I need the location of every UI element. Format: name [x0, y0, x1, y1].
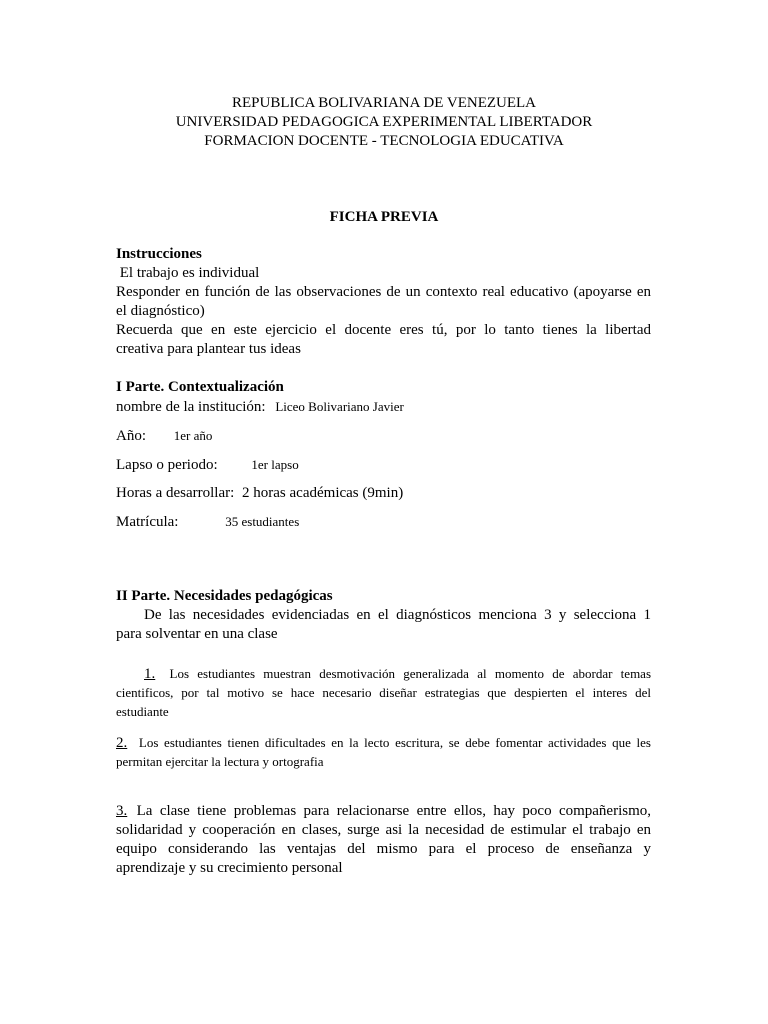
- need-item-1: [116, 664, 651, 684]
- field-label: Horas a desarrollar:: [116, 485, 235, 501]
- need-text-line: equipo considerando las ventajas del mismo para el proceso de enseñanza y: [116, 841, 651, 857]
- document-title: FICHA PREVIA: [329, 209, 439, 225]
- need-text-line: permitan ejercitar la lectura y ortografia: [116, 754, 324, 769]
- instruction-line: Responder en función de las observaciones de un contexto real educativo (apoyarse en: [116, 284, 651, 300]
- field-value: 2 horas académicas (9min): [242, 485, 404, 501]
- part2-heading: II Parte. Necesidades pedagógicas: [116, 588, 333, 604]
- field-hours: [116, 484, 651, 503]
- field-period: [116, 455, 651, 475]
- field-institution: [116, 397, 651, 417]
- field-value: Liceo Bolivariano Javier: [275, 399, 404, 414]
- instruction-line: creativa para plantear tus ideas: [116, 341, 301, 357]
- field-label: Matrícula:: [116, 514, 179, 530]
- part1-heading: I Parte. Contextualización: [116, 379, 284, 395]
- need-text-line: aprendizaje y su crecimiento personal: [116, 860, 343, 876]
- header-university: UNIVERSIDAD PEDAGOGICA EXPERIMENTAL LIBERTADOR: [175, 114, 593, 130]
- header-program: FORMACION DOCENTE - TECNOLOGIA EDUCATIVA: [204, 133, 564, 149]
- field-value: 1er año: [173, 428, 213, 443]
- need-number: 2.: [116, 735, 128, 751]
- instruction-line: el diagnóstico): [116, 303, 205, 319]
- field-value: 35 estudiantes: [225, 514, 300, 529]
- field-label: nombre de la institución:: [116, 399, 266, 415]
- field-enrollment: [116, 512, 651, 532]
- field-value: 1er lapso: [251, 457, 299, 472]
- need-text: Los estudiantes muestran desmotivación generalizada al momento de abordar temas: [169, 666, 652, 681]
- instruction-line: El trabajo es individual: [116, 265, 260, 281]
- header-country: REPUBLICA BOLIVARIANA DE VENEZUELA: [231, 95, 537, 111]
- need-number: 3.: [116, 803, 128, 819]
- need-text: La clase tiene problemas para relacionarse entre ellos, hay poco compañerismo,: [136, 803, 651, 819]
- need-item-2: [116, 733, 651, 753]
- instructions-heading: Instrucciones: [116, 246, 202, 262]
- field-year: [116, 426, 651, 446]
- field-label: Año:: [116, 428, 146, 444]
- part2-intro-line: De las necesidades evidenciadas en el diagnósticos menciona 3 y selecciona 1: [144, 607, 651, 623]
- need-text-line: cientificos, por tal motivo se hace necesario diseñar estrategias que despierten el interes del: [116, 685, 651, 700]
- need-text: Los estudiantes tienen dificultades en la lecto escritura, se debe fomentar actividades que les: [138, 735, 651, 750]
- need-number: 1.: [144, 666, 156, 682]
- need-item-3: [116, 802, 651, 821]
- need-text-line: solidaridad y cooperación en clases, surge asi la necesidad de estimular el trabajo en: [116, 822, 651, 838]
- instruction-line: Recuerda que en este ejercicio el docente eres tú, por lo tanto tienes la libertad: [116, 322, 651, 338]
- field-label: Lapso o periodo:: [116, 457, 218, 473]
- need-text-line: estudiante: [116, 704, 169, 719]
- part2-intro-line: para solventar en una clase: [116, 626, 278, 642]
